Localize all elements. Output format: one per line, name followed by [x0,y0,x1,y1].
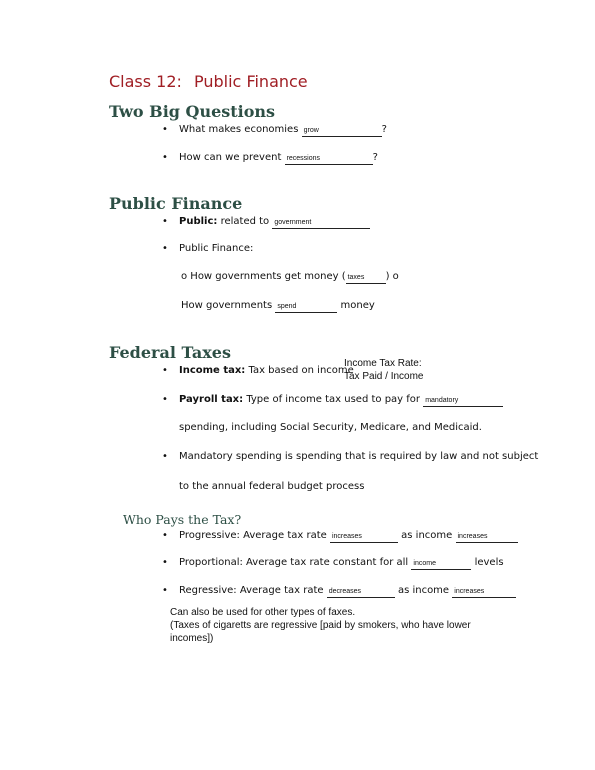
bullet-proportional: • [162,557,168,568]
income-tax-formula-note: Tax Paid / Income [344,371,424,382]
bullet-q1: • [162,124,168,135]
heading-federal-taxes: Federal Taxes [109,343,231,362]
regressive-definition: Regressive: Average tax rate decreases as income increases [179,585,516,598]
bullet-income-tax: • [162,365,168,376]
bullet-q2: • [162,152,168,163]
progressive-definition: Progressive: Average tax rate increases as income increases [179,530,518,543]
question-recessions: How can we prevent recessions ? [179,152,378,163]
answer-blank: government [272,217,370,229]
mandatory-spending-continuation: to the annual federal budget process [179,481,365,492]
payroll-tax-definition: Payroll tax: Type of income tax used to pay for mandatory [179,394,503,407]
answer-blank: spend [275,301,337,313]
income-tax-rate-note: Income Tax Rate: [344,358,422,369]
bullet-public: • [162,216,168,227]
page-title [109,72,182,91]
answer-blank: grow [302,125,382,137]
answer-blank: mandatory [423,395,503,407]
question-grow: What makes economies grow ? [179,124,387,135]
answer-blank: decreases [327,586,395,598]
answer-blank: increases [330,531,398,543]
note-incomes: incomes]) [170,633,214,644]
heading-who-pays: Who Pays the Tax? [123,512,242,527]
sub-get-money: o How governments get money ( taxes ) o [181,271,399,282]
answer-blank: taxes [346,272,386,284]
bullet-payroll-tax: • [162,394,168,405]
answer-blank: income [411,558,471,570]
sub-spend-money: How governments spend money [181,300,375,311]
bullet-public-finance: • [162,243,168,254]
answer-blank: increases [452,586,516,598]
bullet-regressive: • [162,585,168,596]
income-tax-definition: Income tax: Tax based on income [179,365,354,376]
class-label: Class 12: [109,72,182,91]
answer-blank: recessions [285,153,373,165]
answer-blank: increases [456,531,518,543]
page-topic: Public Finance [194,72,308,91]
note-other-taxes: Can also be used for other types of faxes. [170,607,356,618]
note-cigarettes: (Taxes of cigaretts are regressive [paid by smokers, who have lower [170,620,471,631]
bullet-mandatory: • [162,451,168,462]
heading-public-finance: Public Finance [109,194,243,213]
public-finance-label: Public Finance: [179,243,254,254]
bullet-progressive: • [162,530,168,541]
public-definition: Public: related to government [179,216,370,229]
payroll-tax-continuation: spending, including Social Security, Medicare, and Medicaid. [179,422,482,433]
heading-two-big-questions: Two Big Questions [109,102,276,121]
mandatory-spending-text: Mandatory spending is spending that is required by law and not subject [179,451,539,462]
proportional-definition: Proportional: Average tax rate constant for all income levels [179,557,504,568]
